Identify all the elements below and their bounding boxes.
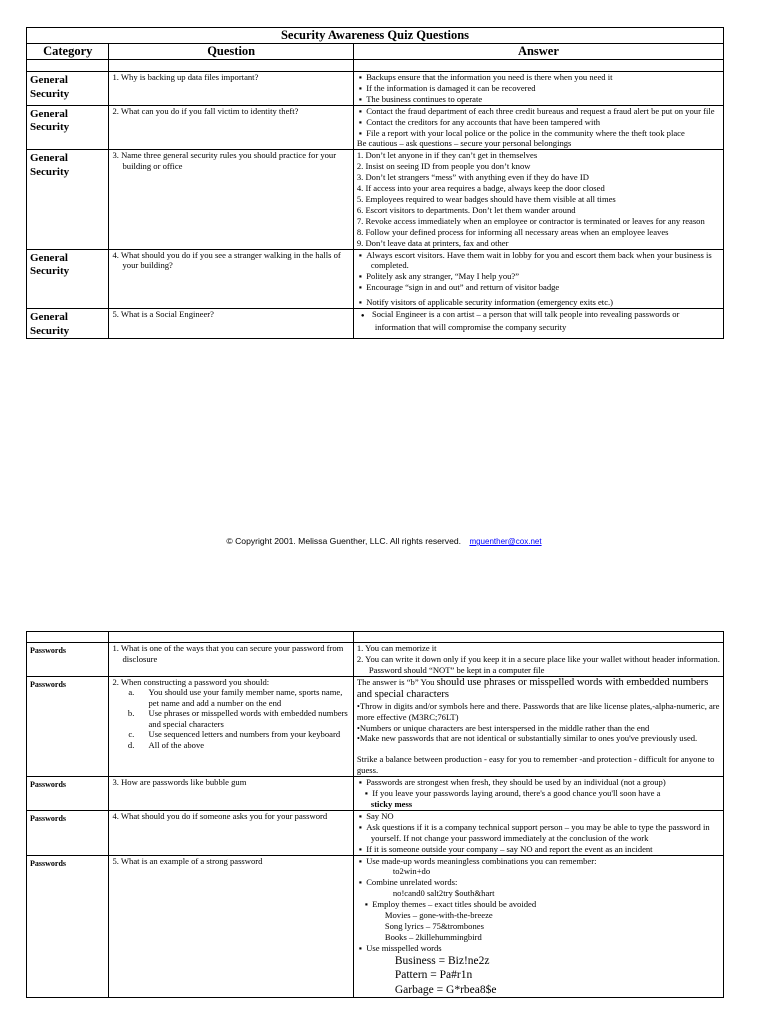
answer-item: 6. Escort visitors to departments. Don’t let them wander around [356,204,576,215]
answer-bullet: ▪ Say NO [359,811,720,822]
option-a: a. You should use your family member name, sports name, pet name and add a number on the end [136,687,349,708]
answer-item: 4. If access into your area requires a badge, always keep the door closed [356,183,605,194]
quiz-table-passwords [26,631,724,998]
answer-cell [353,150,723,249]
table-row [27,309,724,339]
answer-example: Books – 2killehummingbird [384,931,482,942]
answer-cell [353,105,723,150]
answer-bullet: ▪ If the information is damaged it can be recovered [359,83,720,94]
answer-bullet: ▪ Notify visitors of applicable security information (emergency exits etc.) [359,297,720,308]
password-example: Pattern = Pa#r1n [394,969,473,982]
category-cell: Passwords [27,676,109,776]
answer-item: •Numbers or unique characters are best interspersed in the middle rather than the end [356,722,650,733]
category-cell: General Security [27,72,109,106]
answer-item: 8. Follow your defined process for informing all necessary areas when an employee leaves [356,226,669,237]
answer-item: 1. Don’t let anyone in if they can’t get in themselves [356,150,538,161]
spacer-row [27,60,724,72]
question-cell: 4. What should you do if someone asks you for your password [112,810,328,821]
table-row [27,777,724,811]
answer-bullet: ▪ Contact the creditors for any accounts that have been tampered with [359,117,720,128]
answer-cell [353,855,723,998]
answer-cell [353,643,723,677]
table-row [27,855,724,998]
category-cell: General Security [27,309,109,339]
answer-note: Strike a balance between production - easy for you to remember -and protection - difficult for anyone to guess. [356,754,715,776]
answer-item: 9. Don’t leave data at printers, fax and other [356,237,509,248]
answer-bullet: ▪ File a report with your local police or the police in the community where the theft took place [359,128,720,139]
category-cell: Passwords [27,643,109,677]
option-b: b. Use phrases or misspelled words with embedded numbers and special characters [136,708,349,729]
answer-bold: sticky mess [370,798,413,809]
table-title: Security Awareness Quiz Questions [27,28,724,44]
table-row [27,249,724,309]
answer-example: to2win+do [392,866,431,877]
answer-bullet: ▪ Ask questions if it is a company technical support person – you may be able to type the password in yourself. If not change your password immediately at the conclusion of the work [359,822,720,844]
question-cell: 3. Name three general security rules you should practice for your building or office [112,150,337,171]
answer-bullet: ▪ Combine unrelated words: [359,877,720,888]
answer-example: no!cand0 salt2try $outh&hart [392,888,495,899]
header-question: Question [109,44,353,60]
quiz-table-general-security [26,27,724,339]
category-cell: General Security [27,105,109,150]
answer-example: Song lyrics – 75&trombones [384,920,484,931]
table-row [27,810,724,855]
answer-bullet: ▪ If it is someone outside your company – say NO and report the event as an incident [359,844,720,855]
option-c: c. Use sequenced letters and numbers from your keyboard [136,729,349,740]
answer-bullet: ▪ Use misspelled words [359,943,720,954]
email-link[interactable]: mguenther@cox.net [469,537,542,546]
answer-item: 7. Revoke access immediately when an employee or contractor is terminated or leaves for any reason [356,215,705,226]
answer-bullet: ▪ Encourage “sign in and out” and retturn of visitor badge [359,282,720,293]
answer-item: •Make new passwords that are not identical or substantially similar to ones you've previously used. [356,733,698,744]
answer-cell [353,72,723,106]
answer-item: 5. Employees required to wear badges should have them visible at all times [356,193,616,204]
answer-bullet: ▪ Always escort visitors. Have them wait in lobby for you and escort them back when your business is completed. [359,250,720,272]
header-category: Category [27,44,109,60]
answer-bullet: ● Social Engineer is a con artist – a person that will talk people into revealing passwords or information that will compromise the company security [359,309,720,333]
answer-cell [353,309,723,339]
answer-bullet: ▪ Passwords are strongest when fresh, they should be used by an individual (not a group) [359,777,720,788]
answer-bullet: ▪ If you leave your passwords laying around, there's a good chance you'll soon have a [365,788,720,799]
question-cell: 3. How are passwords like bubble gum [112,777,247,788]
answer-item: 2. Insist on seeing ID from people you don’t know [356,161,531,172]
category-cell: Passwords [27,810,109,855]
answer-options [112,687,349,750]
answer-item: •Throw in digits and/or symbols here and there. Passwords that are like license plates,-alpha-numeric, are more effective (M3RC;76LT) [356,700,720,722]
table-row [27,105,724,150]
answer-bullet: ▪ Politely ask any stranger, “May I help you?” [359,271,720,282]
answer-bullet: ▪ Backups ensure that the information you need is there when you need it [359,72,720,83]
question-cell: 2. When constructing a password you should: [112,676,270,687]
question-cell: 5. What is an example of a strong password [112,855,263,866]
question-cell: 2. What can you do if you fall victim to identity theft? [112,105,299,116]
question-cell: 1. Why is backing up data files important? [112,72,259,82]
answer-cell [353,777,723,811]
password-example: Business = Biz!ne2z [394,954,490,967]
question-cell: 4. What should you do if you see a stranger walking in the halls of your building? [112,249,341,270]
answer-cell [353,249,723,309]
answer-item: 3. Don’t let strangers “mess” with anything even if they do have ID [356,172,589,183]
answer-bullet: ▪ Contact the fraud department of each three credit bureaus and request a fraud alert be put on your file [359,106,720,117]
answer-highlight: should use phrases or misspelled words with embedded numbers and special characters [356,676,709,700]
category-cell: General Security [27,249,109,309]
answer-item: 1. You can memorize it [356,643,437,653]
answer-item: 2. You can write it down only if you keep it in a secure place like your wallet without header information. Password should “NOT” be kept in a computer file [356,653,720,675]
table-row [27,72,724,106]
category-cell: Passwords [27,855,109,998]
copyright-footer [0,536,768,546]
header-answer: Answer [353,44,723,60]
table-row [27,676,724,776]
question-cell: 1. What is one of the ways that you can secure your password from disclosure [112,643,344,664]
copyright-text: © Copyright 2001. Melissa Guenther, LLC. All rights reserved. [226,536,462,546]
answer-bullet: ▪ Use made-up words meaningless combinations you can remember: [359,856,720,867]
table-row [27,150,724,249]
answer-bullet: ▪ The business continues to operate [359,94,720,105]
answer-example: Movies – gone-with-the-breeze [384,910,493,921]
question-cell: 5. What is a Social Engineer? [112,309,214,320]
category-cell: Passwords [27,777,109,811]
table-row [27,643,724,677]
answer-bullet: ▪ Employ themes – exact titles should be avoided [365,899,720,910]
answer-cell [353,676,723,776]
answer-note: Be cautious – ask questions – secure your personal belongings [356,138,572,149]
category-cell: General Security [27,150,109,249]
password-example: Garbage = G*rbea8$e [394,983,497,996]
answer-lead: The answer is “b” You [356,676,435,687]
answer-cell [353,810,723,855]
option-d: d. All of the above [136,740,349,751]
spacer-row [27,632,724,643]
